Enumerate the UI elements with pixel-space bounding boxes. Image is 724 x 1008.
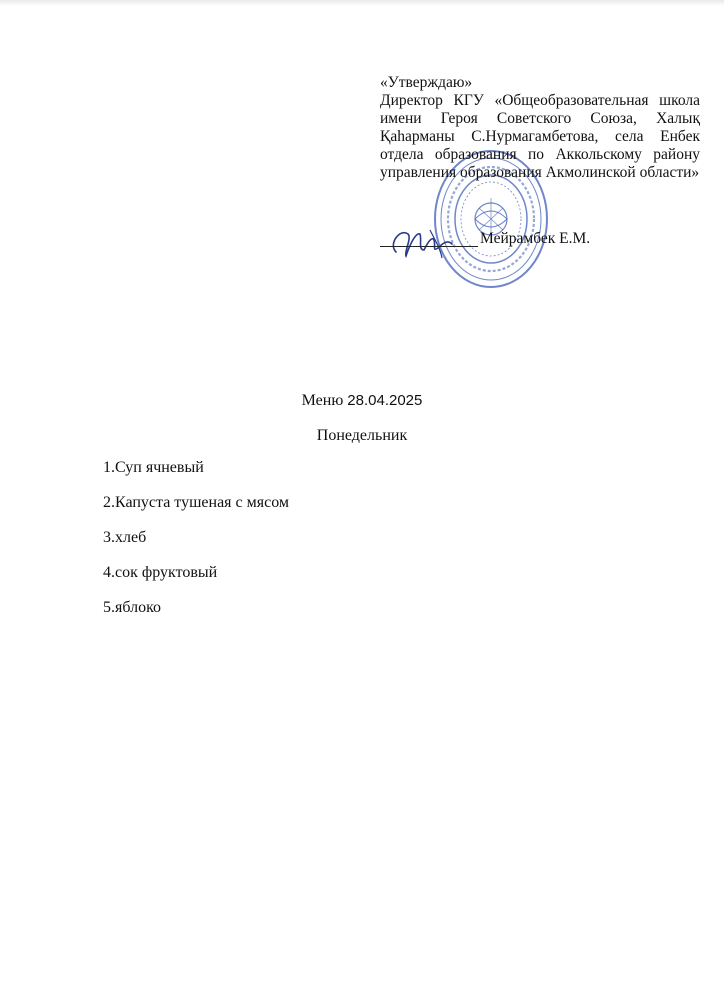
menu-items-list	[103, 459, 289, 634]
approval-block	[380, 74, 700, 182]
signer-name: Мейрамбек Е.М.	[480, 230, 591, 247]
menu-day: Понедельник	[316, 427, 408, 444]
list-item: 3.хлеб	[103, 529, 147, 546]
menu-date: 28.04.2025	[347, 392, 423, 409]
approval-text: Директор КГУ «Общеобразовательная школа имени Героя Советского Союза, Халық Қаһарманы С.Нурмагамбетова, села Енбек отдела образования по Аккольскому району управления образования Акмолинской области»	[380, 92, 700, 181]
page-top-edge	[0, 0, 724, 6]
list-item: 1.Суп ячневый	[103, 459, 204, 476]
menu-title	[0, 392, 724, 410]
menu-label: Меню	[301, 392, 344, 409]
list-item: 4.сок фруктовый	[103, 564, 218, 581]
handwritten-signature	[378, 222, 488, 262]
approval-heading: «Утверждаю»	[380, 74, 473, 91]
list-item: 2.Капуста тушеная с мясом	[103, 494, 290, 511]
list-item: 5.яблоко	[103, 599, 162, 616]
signature-line	[380, 246, 478, 247]
